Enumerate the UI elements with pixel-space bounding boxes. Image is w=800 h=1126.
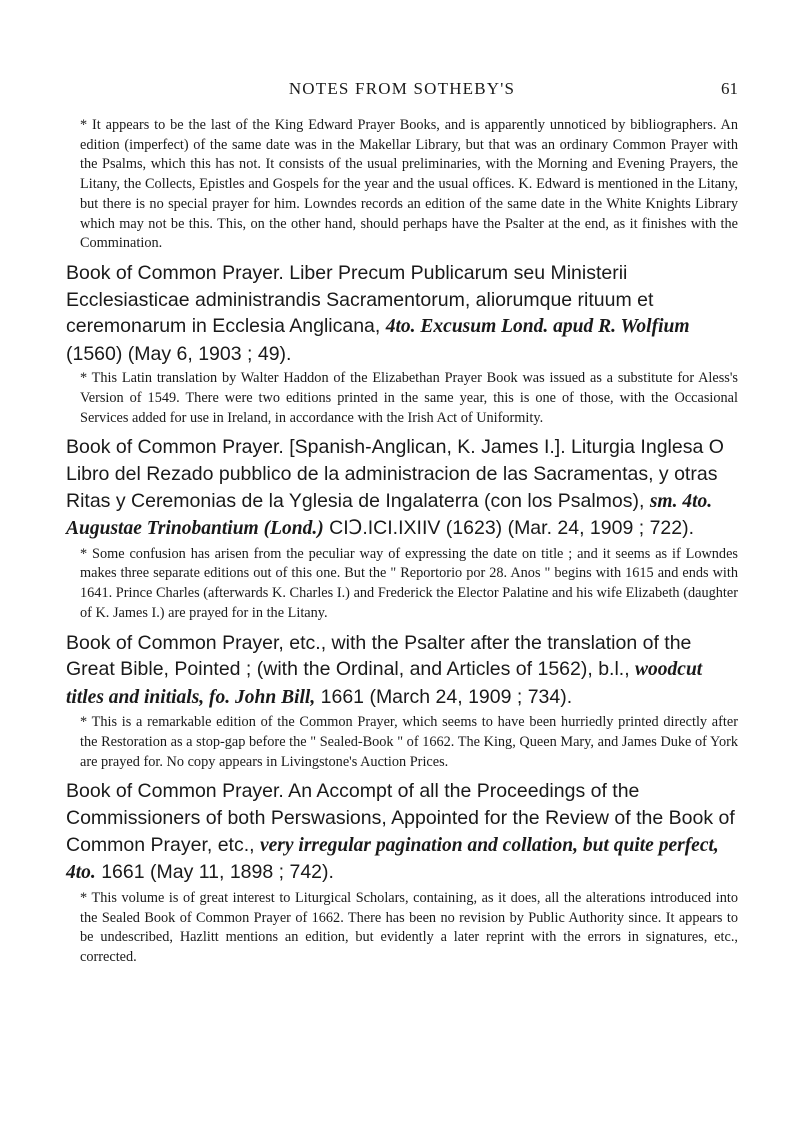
entry-heading	[66, 434, 738, 542]
catalog-entry	[66, 630, 738, 773]
entry-format: very irregular pagination and collation, but quite perfect, 4to.	[66, 834, 719, 884]
intro-note: * It appears to be the last of the King Edward Prayer Books, and is apparently unnoticed by bibliographers. An edition (imperfect) of the same date was in the Makellar Library, but that was an ordinary Common Prayer with the Psalms, which this has not. It consists of the usual preliminaries, with the Morning and Evening Prayers, the Litany, the Collects, Epistles and Gospels for the year and the usual offices. K. Edward is mentioned in the Litany, but there is no special prayer for him. Lowndes records an edition of the same date in the White Knights Library which may not be this. This, on the other hand, should perhaps have the Psalter at the end, as it finishes with the Commination.	[80, 117, 738, 252]
entry-heading	[66, 260, 738, 367]
entry-title: Book of Common Prayer, etc., with the Psalter after the translation of the Great Bible, Pointed ; (with the Ordinal, and Articles of 1562), b.l.,	[66, 631, 692, 681]
entry-note: * This Latin translation by Walter Haddon of the Elizabethan Prayer Book was issued as a substitute for Aless's Version of 1549. There were two editions printed in the same year, this is one of those, with the Occasional Services added for use in Ireland, in accordance with the Irish Act of Uniformity.	[80, 370, 738, 426]
entry-heading	[66, 778, 738, 886]
catalog-entry	[66, 434, 738, 623]
running-head: NOTES FROM SOTHEBY'S	[288, 79, 516, 98]
entry-title: Book of Common Prayer. Liber Precum Publicarum seu Ministerii Ecclesiasticae administrandis Sacramentorum, aliorumque rituum et ceremonarum in Ecclesia Anglicana,	[66, 261, 654, 338]
entry-note: * This volume is of great interest to Liturgical Scholars, containing, as it does, all the alterations introduced into the Sealed Book of Common Prayer of 1662. There has been no revision by Public Authority since. It appears to be undescribed, Hazlitt mentions an edition, but evidently a later reprint with the errors in signatures, etc., corrected.	[80, 889, 738, 965]
entry-date: (1560) (May 6, 1903 ; 49).	[66, 342, 292, 365]
entry-note: * This is a remarkable edition of the Common Prayer, which seems to have been hurriedly printed directly after the Restoration as a stop-gap before the " Sealed-Book " of 1662. The King, Queen Mary, and James Duke of York are prayed for. No copy appears in Livingstone's Auction Prices.	[80, 714, 738, 770]
catalog-entry	[66, 260, 738, 428]
entry-date: 1661 (March 24, 1909 ; 734).	[315, 685, 573, 708]
entry-title: Book of Common Prayer. [Spanish-Anglican, K. James I.]. Liturgia Inglesa O Libro del Rezado pubblico de la administracion de las Sacramentas, y otras Ritas y Ceremonias de la Yglesia de Ingalaterra (con los Psalmos),	[66, 436, 724, 512]
entry-date: 1661 (May 11, 1898 ; 742).	[95, 861, 334, 884]
entry-heading	[66, 630, 738, 712]
entry-format: woodcut titles and initials, fo. John Bill,	[66, 659, 703, 708]
catalog-entry	[66, 778, 738, 967]
entry-format: 4to. Excusum Lond. apud R. Wolfium	[385, 316, 690, 338]
entry-date: CIↃ.ICI.IXIIV (1623) (Mar. 24, 1909 ; 722).	[323, 517, 695, 540]
entry-format: sm. 4to. Augustae Trinobantium (Lond.)	[66, 490, 713, 540]
entry-title: Book of Common Prayer. An Accompt of all the Proceedings of the Commissioners of both Perswasions, Appointed for the Review of the Book of Common Prayer, etc.,	[66, 780, 735, 856]
page-number: 61	[721, 79, 738, 98]
page-header	[66, 74, 738, 104]
entry-note: * Some confusion has arisen from the peculiar way of expressing the date on title ; and it seems as if Lowndes makes three separate editions out of this one. But the " Reportorio por 28. Anos " begins with 1615 and ends with 1641. Prince Charles (afterwards K. Charles I.) and Frederick the Elector Palatine and his wife Elizabeth (daughter of K. James I.) are prayed for in the Litany.	[80, 545, 738, 621]
